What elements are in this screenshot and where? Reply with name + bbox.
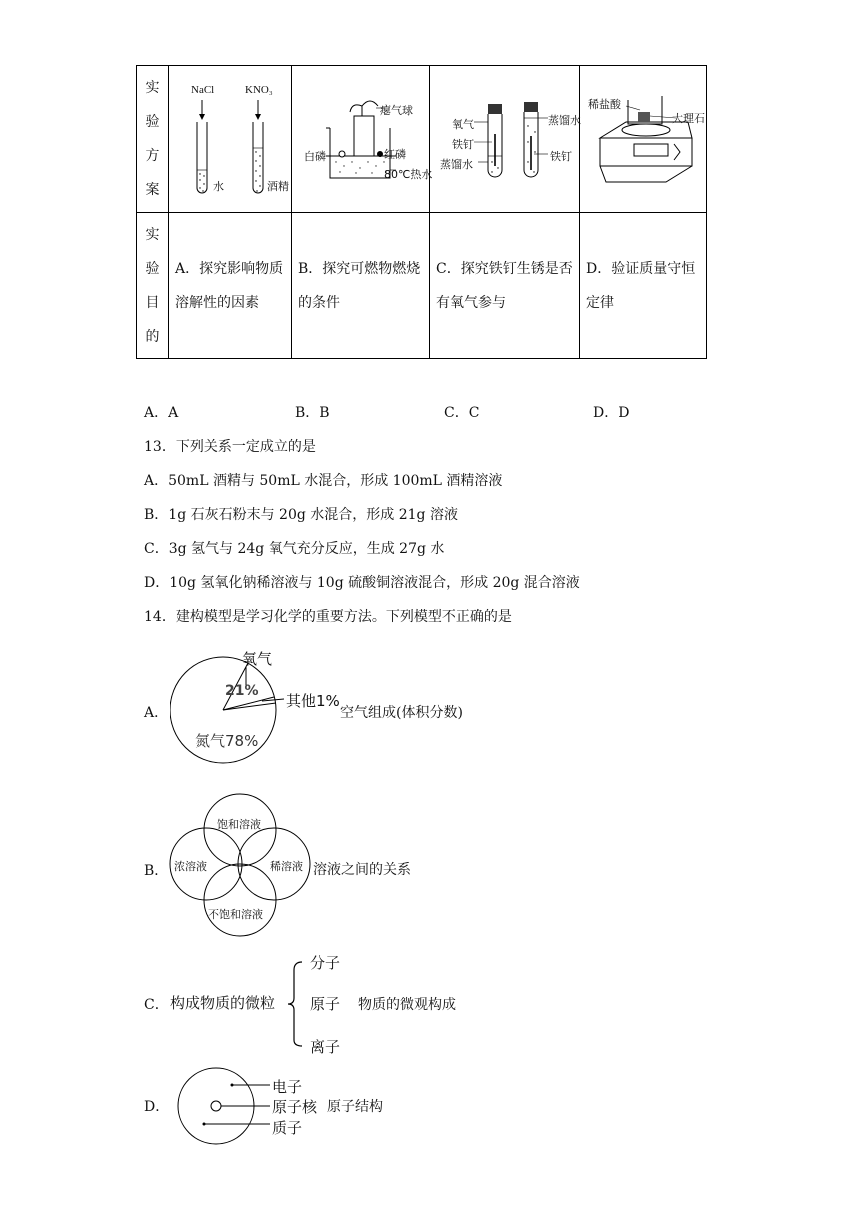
q13-option-c[interactable]: C．3g 氢气与 24g 氧气充分反应，生成 27g 水: [144, 541, 445, 557]
pie-label-nitrogen: 氮气78%: [195, 732, 259, 750]
label-marble: 大理石: [672, 112, 705, 125]
pie-label-oxygen-pct: 21%: [225, 683, 259, 699]
tree-item-atom: 原子: [310, 995, 341, 1013]
tree-item-molecule: 分子: [310, 954, 341, 972]
diagram-mass-conservation: [580, 66, 707, 213]
experiment-table: [136, 65, 707, 359]
pie-label-oxygen: 氧气: [242, 650, 273, 668]
row-header-scheme: [137, 66, 169, 213]
purpose-c: C．探究铁钉生锈是否有氧气参与: [430, 213, 580, 359]
label-oxygen: 氧气: [452, 118, 474, 131]
circle-label-dilute: 稀溶液: [270, 860, 303, 873]
label-acid: 稀盐酸: [588, 98, 621, 111]
q12-option-d[interactable]: D．D: [593, 405, 630, 421]
atom-structure-diagram: [172, 1066, 282, 1148]
q13-option-d[interactable]: D．10g 氢氧化钠稀溶液与 10g 硫酸铜溶液混合，形成 20g 混合溶液: [144, 575, 580, 591]
label-nail-right: 铁钉: [550, 150, 572, 163]
atom-label-electron: 电子: [272, 1078, 303, 1096]
tree-root: 构成物质的微粒: [170, 994, 276, 1012]
atom-label-proton: 质子: [272, 1119, 303, 1137]
label-white-p: 白磷: [304, 150, 326, 163]
beaker-drawing: [292, 66, 433, 212]
q13-option-b[interactable]: B．1g 石灰石粉末与 20g 水混合，形成 21g 溶液: [144, 507, 458, 523]
row-header-purpose-text: 实验目的: [145, 226, 160, 345]
purpose-a: A．探究影响物质溶解性的因素: [169, 213, 292, 359]
label-hot-water: 80℃热水: [384, 168, 433, 181]
q14-option-c-caption: 物质的微观构成: [358, 997, 456, 1013]
q12-option-b[interactable]: B．B: [295, 405, 330, 421]
q13-stem: 13．下列关系一定成立的是: [144, 439, 316, 455]
q14-option-b-caption: 溶液之间的关系: [313, 862, 411, 878]
label-alcohol: 酒精: [267, 180, 289, 193]
q12-option-c[interactable]: C．C: [444, 405, 480, 421]
row-header-purpose: [137, 213, 169, 359]
q13-option-a[interactable]: A．50mL 酒精与 50mL 水混合，形成 100mL 酒精溶液: [144, 473, 503, 489]
atom-label-nucleus: 原子核: [272, 1098, 318, 1116]
q14-option-d-letter[interactable]: D．: [144, 1099, 170, 1115]
q14-option-a-caption: 空气组成(体积分数): [340, 705, 463, 721]
q12-option-a[interactable]: A．A: [144, 405, 179, 421]
row-header-scheme-text: 实验方案: [145, 80, 160, 198]
label-water: 水: [213, 180, 224, 193]
diagram-rusting: [430, 66, 580, 213]
label-nail-left: 铁钉: [452, 138, 474, 151]
q14-option-b-letter[interactable]: B．: [144, 863, 169, 879]
pie-label-other: 其他1%: [286, 692, 340, 710]
q14-option-c-letter[interactable]: C．: [144, 997, 169, 1013]
balance-drawing: [580, 66, 707, 212]
diagram-solubility: [169, 66, 292, 213]
label-balloon: 瘪气球: [380, 104, 413, 117]
label-water-left: 蒸馏水: [440, 158, 473, 171]
purpose-d: D．验证质量守恒定律: [580, 213, 707, 359]
tree-brace: [286, 958, 306, 1052]
diagram-combustion: [292, 66, 433, 213]
circle-label-concentrated: 浓溶液: [174, 860, 207, 873]
label-nacl: NaCl: [191, 84, 215, 96]
circle-label-saturated: 饱和溶液: [217, 818, 261, 831]
purpose-b: B．探究可燃物燃烧的条件: [292, 213, 430, 359]
tree-item-ion: 离子: [310, 1038, 341, 1056]
circle-label-unsaturated: 不饱和溶液: [208, 908, 263, 921]
label-water-right: 蒸馏水: [548, 114, 581, 127]
label-kno3: KNO₃: [245, 84, 273, 96]
label-red-p: 红磷: [384, 148, 406, 161]
q14-option-d-caption: 原子结构: [327, 1099, 383, 1115]
q14-option-a-letter[interactable]: A．: [144, 705, 169, 721]
q14-stem: 14．建构模型是学习化学的重要方法。下列模型不正确的是: [144, 609, 512, 625]
